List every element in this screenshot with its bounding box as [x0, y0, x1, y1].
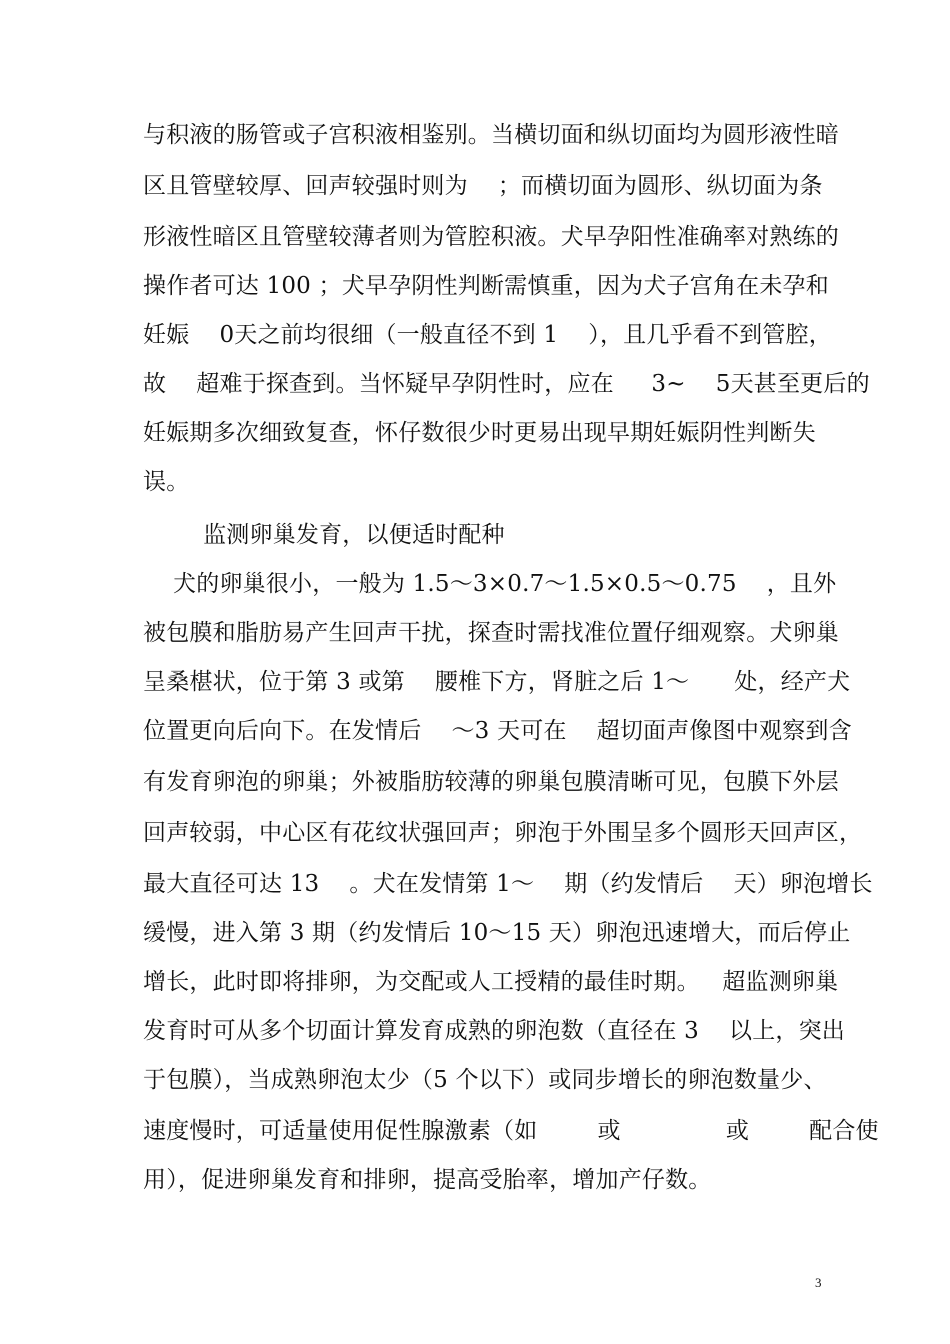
text-line: 增长，此时即将排卵，为交配或人工授精的最佳时期。 超监测卵巢 [143, 969, 839, 995]
text-line: 犬的卵巢很小，一般为 1.5～3×0.7～1.5×0.5～0.75 ，且外 [143, 571, 837, 597]
page-number: 3 [815, 1275, 822, 1290]
text-line: 用），促进卵巢发育和排卵，提高受胎率，增加产仔数。 [143, 1167, 712, 1193]
text-line: 缓慢，进入第 3 期（约发情后 10～15 天）卵泡迅速增大，而后停止 [143, 920, 851, 946]
section-heading: 监测卵巢发育，以便适时配种 [143, 522, 505, 548]
text-line: 操作者可达 100 ；犬早孕阴性判断需慎重，因为犬子宫角在未孕和 [143, 273, 829, 299]
text-line: 发育时可从多个切面计算发育成熟的卵泡数（直径在 3 以上，突出 [143, 1018, 845, 1044]
text-line: 回声较弱，中心区有花纹状强回声；卵泡于外围呈多个圆形天回声区， [143, 820, 863, 846]
text-line: 位置更向后向下。在发情后 ～3 天可在 超切面声像图中观察到含 [143, 718, 852, 744]
text-line: 妊娠 0天之前均很细（一般直径不到 1 ），且几乎看不到管腔， [143, 322, 832, 348]
text-line: 与积液的肠管或子宫积液相鉴别。当横切面和纵切面均为圆形液性暗 [143, 122, 839, 148]
text-line: 误。 [143, 469, 190, 495]
text-line: 有发育卵泡的卵巢；外被脂肪较薄的卵巢包膜清晰可见，包膜下外层 [143, 769, 839, 795]
text-line: 妊娠期多次细致复查，怀仔数很少时更易出现早期妊娠阴性判断失 [143, 420, 816, 446]
text-line: 最大直径可达 13 。犬在发情第 1～ 期（约发情后 天）卵泡增长 [143, 871, 873, 897]
text-line: 速度慢时，可适量使用促性腺激素（如 或 或 配合使 [143, 1118, 879, 1144]
text-line: 形液性暗区且管壁较薄者则为管腔积液。犬早孕阳性准确率对熟练的 [143, 224, 839, 250]
text-line: 被包膜和脂肪易产生回声干扰，探查时需找准位置仔细观察。犬卵巢 [143, 620, 839, 646]
text-line: 于包膜），当成熟卵泡太少（5 个以下）或同步增长的卵泡数量少、 [143, 1067, 827, 1093]
text-line: 区且管壁较厚、回声较强时则为 ；而横切面为圆形、纵切面为条 [143, 173, 823, 199]
text-line: 故 超难于探查到。当怀疑早孕阴性时，应在 3~ 5天甚至更后的 [143, 371, 870, 397]
text-line: 呈桑椹状，位于第 3 或第 腰椎下方，肾脏之后 1～ 处，经产犬 [143, 669, 851, 695]
